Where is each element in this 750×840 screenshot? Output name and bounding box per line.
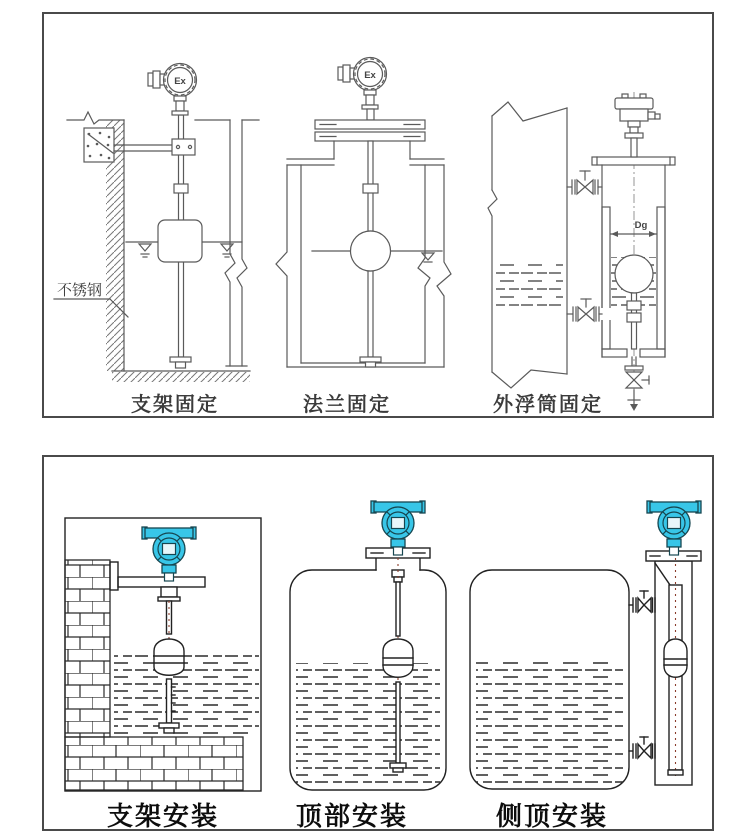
brick-floor xyxy=(65,737,243,790)
guide-rod-upper xyxy=(167,601,172,634)
upper-isolation-valve xyxy=(567,171,602,194)
tank-liquid xyxy=(496,260,563,310)
chamber-top-brace xyxy=(655,563,670,585)
chamber-float xyxy=(615,255,653,293)
ground-hatch xyxy=(112,371,250,382)
process-tank xyxy=(488,102,567,388)
float xyxy=(383,639,413,677)
process-connection xyxy=(161,587,177,597)
rod-end-stop xyxy=(170,357,191,368)
panel-installation-methods xyxy=(42,455,714,831)
transmitter-head xyxy=(142,527,196,581)
guide-rod-lower xyxy=(396,682,400,763)
wall-seat xyxy=(110,562,118,590)
dg-dimension xyxy=(611,220,656,237)
support-shelf xyxy=(118,577,205,587)
diagram-flange-fixed xyxy=(276,58,451,368)
rod-end-stop xyxy=(668,770,683,775)
stainless-steel-label: 不锈钢 xyxy=(57,282,103,299)
rod-coupling xyxy=(174,184,188,193)
diagram-bracket-install xyxy=(65,518,261,791)
float xyxy=(154,639,184,675)
float xyxy=(664,639,687,677)
pit-liquid xyxy=(114,653,259,735)
ex-transmitter-head xyxy=(148,64,197,116)
diagram-top-install xyxy=(290,501,446,790)
ex-transmitter-head xyxy=(338,58,387,121)
lower-isolation-valve xyxy=(567,299,612,321)
tank-nozzle xyxy=(287,141,444,165)
mounting-plate xyxy=(84,128,114,162)
installation-methods-drawing xyxy=(44,457,712,829)
guide-rod-upper xyxy=(396,582,400,636)
label-external-chamber-fixed: 外浮筒固定 xyxy=(493,394,603,416)
tank-liquid xyxy=(476,661,623,783)
sphere-float xyxy=(351,231,391,271)
brick-wall xyxy=(65,560,110,737)
rod-coupling xyxy=(627,301,641,310)
pipe-diameter-label: Dg xyxy=(634,220,648,231)
float xyxy=(158,220,202,262)
mounting-flange xyxy=(315,120,425,141)
tank-wall-right xyxy=(225,120,247,366)
panel-fixing-methods xyxy=(42,12,714,418)
ex-marking: Ex xyxy=(364,70,376,81)
upper-connection-valve xyxy=(629,591,655,612)
rod-end-stop xyxy=(390,763,406,772)
diagram-external-chamber xyxy=(488,92,675,411)
tank-liquid xyxy=(296,663,440,784)
drain-valve xyxy=(625,357,649,411)
rod-end-stop xyxy=(360,357,381,367)
lower-connection-valve xyxy=(629,737,655,758)
fixing-methods-drawing xyxy=(44,14,712,416)
rod-coupling xyxy=(363,184,378,193)
rod-clamp xyxy=(172,139,195,155)
guide-rod-lower xyxy=(368,271,373,357)
diagram-side-top-install xyxy=(470,501,701,789)
label-bracket-install: 支架安装 xyxy=(106,801,220,831)
label-flange-fixed: 法兰固定 xyxy=(303,394,391,416)
transmitter-head xyxy=(371,501,425,555)
rod-coupling xyxy=(627,313,641,322)
label-side-top-install: 侧顶安装 xyxy=(495,801,609,831)
diagram-bracket-fixed xyxy=(54,64,259,383)
transmitter-head xyxy=(647,501,701,555)
ex-marking: Ex xyxy=(174,76,186,87)
small-transmitter-head xyxy=(615,94,660,157)
label-bracket-fixed: 支架固定 xyxy=(131,394,219,416)
label-top-install: 顶部安装 xyxy=(295,801,409,831)
